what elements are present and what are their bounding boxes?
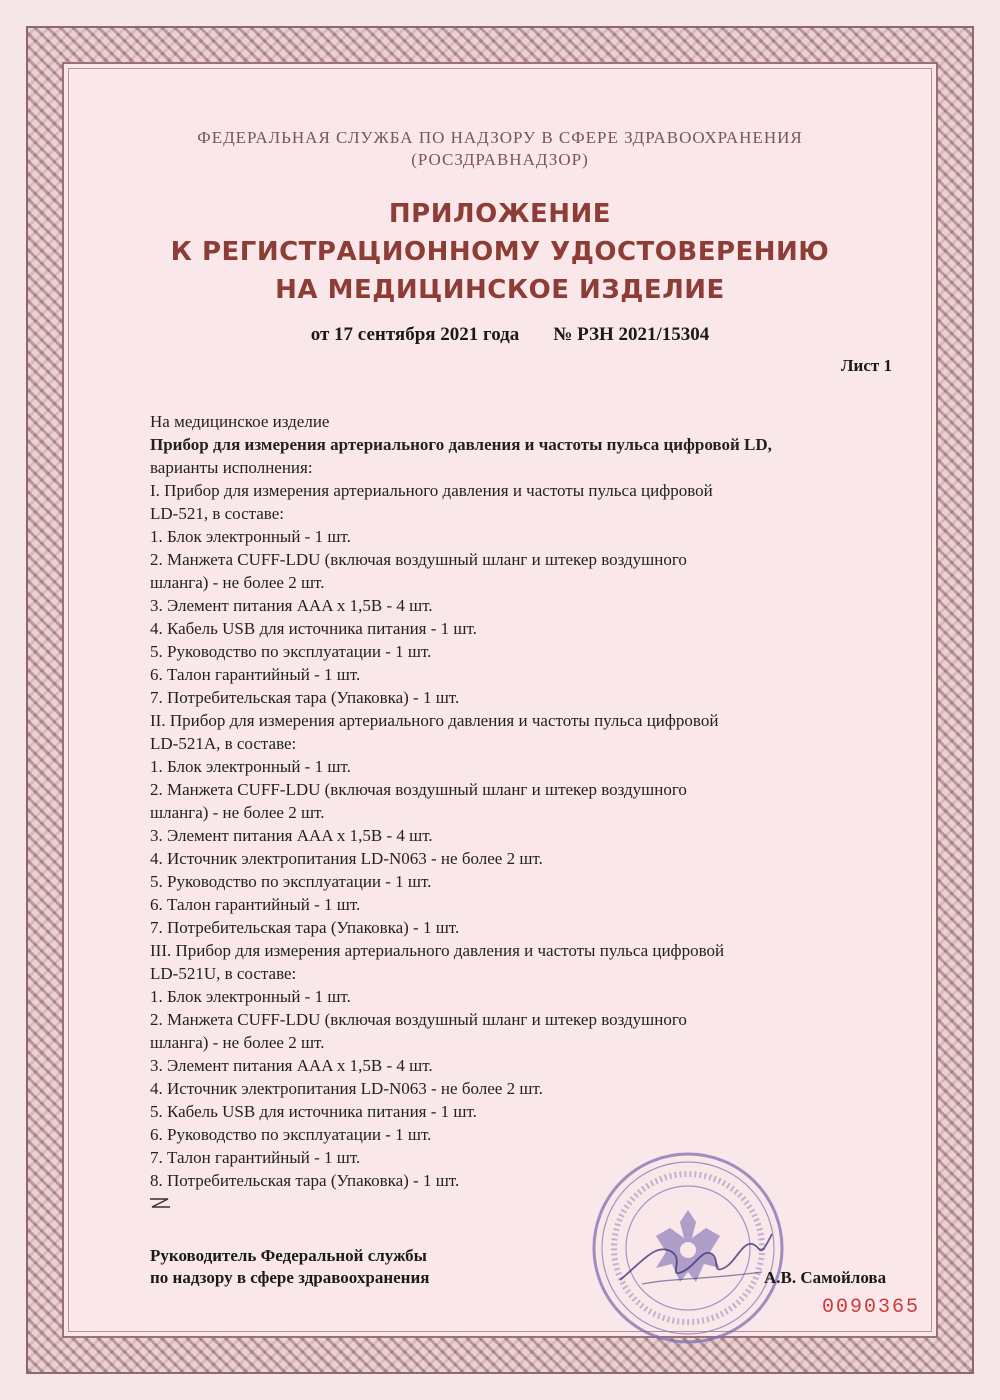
agency-name: ФЕДЕРАЛЬНАЯ СЛУЖБА ПО НАДЗОРУ В СФЕРЕ ЗДРАВООХРАНЕНИЯ [197, 128, 803, 147]
end-mark-icon [148, 1196, 172, 1210]
body-line: 7. Потребительская тара (Упаковка) - 1 шт. [150, 688, 460, 707]
body-line: 6. Талон гарантийный - 1 шт. [150, 665, 361, 684]
body-line: шланга) - не более 2 шт. [150, 803, 325, 822]
body-line: Прибор для измерения артериального давления и частоты пульса цифровой LD, [150, 435, 772, 454]
body-line: 5. Кабель USB для источника питания - 1 шт. [150, 1102, 477, 1121]
signatory-position-line1: Руководитель Федеральной службы [150, 1246, 427, 1265]
body-line: II. Прибор для измерения артериального давления и частоты пульса цифровой [150, 711, 719, 730]
body-line: 3. Элемент питания AAA x 1,5В - 4 шт. [150, 1056, 433, 1075]
body-line: 1. Блок электронный - 1 шт. [150, 757, 351, 776]
body-line: 7. Талон гарантийный - 1 шт. [150, 1148, 361, 1167]
document-title-line3: НА МЕДИЦИНСКОЕ ИЗДЕЛИЕ [275, 275, 725, 305]
handwritten-signature-icon [612, 1222, 782, 1292]
signatory-position-line2: по надзору в сфере здравоохранения [150, 1268, 430, 1287]
body-line: шланга) - не более 2 шт. [150, 1033, 325, 1052]
body-line: 5. Руководство по эксплуатации - 1 шт. [150, 642, 432, 661]
body-line: 4. Источник электропитания LD-N063 - не более 2 шт. [150, 849, 543, 868]
body-line: 2. Манжета CUFF-LDU (включая воздушный шланг и штекер воздушного [150, 780, 687, 799]
body-line: 1. Блок электронный - 1 шт. [150, 527, 351, 546]
body-line: III. Прибор для измерения артериального давления и частоты пульса цифровой [150, 941, 725, 960]
sheet-number: Лист 1 [840, 356, 892, 375]
body-line: 7. Потребительская тара (Упаковка) - 1 шт. [150, 918, 460, 937]
body-line: На медицинское изделие [150, 412, 330, 431]
agency-abbreviation: (РОСЗДРАВНАДЗОР) [411, 150, 589, 169]
registration-number: № РЗН 2021/15304 [553, 324, 710, 345]
body-line: 1. Блок электронный - 1 шт. [150, 987, 351, 1006]
registration-date: от 17 сентября 2021 года [310, 324, 520, 345]
body-line: LD-521A, в составе: [150, 734, 297, 753]
body-line: 4. Источник электропитания LD-N063 - не более 2 шт. [150, 1079, 543, 1098]
body-line: 5. Руководство по эксплуатации - 1 шт. [150, 872, 432, 891]
signatory-name: А.В. Самойлова [764, 1268, 887, 1287]
document-title-line1: ПРИЛОЖЕНИЕ [388, 199, 612, 229]
document-body [150, 410, 910, 1192]
body-line: I. Прибор для измерения артериального давления и частоты пульса цифровой [150, 481, 713, 500]
body-line: 8. Потребительская тара (Упаковка) - 1 шт. [150, 1171, 460, 1190]
body-line: 4. Кабель USB для источника питания - 1 шт. [150, 619, 477, 638]
body-line: 6. Руководство по эксплуатации - 1 шт. [150, 1125, 432, 1144]
body-line: шланга) - не более 2 шт. [150, 573, 325, 592]
signatory-position [150, 1245, 429, 1289]
body-line: LD-521, в составе: [150, 504, 284, 523]
body-line: 2. Манжета CUFF-LDU (включая воздушный шланг и штекер воздушного [150, 1010, 687, 1029]
body-line: 6. Талон гарантийный - 1 шт. [150, 895, 361, 914]
body-line: LD-521U, в составе: [150, 964, 297, 983]
registration-line [100, 324, 920, 346]
body-line: 3. Элемент питания AAA x 1,5В - 4 шт. [150, 826, 433, 845]
body-line: варианты исполнения: [150, 458, 313, 477]
body-line: 3. Элемент питания AAA x 1,5В - 4 шт. [150, 596, 433, 615]
serial-number: 0090365 [822, 1296, 921, 1319]
body-line: 2. Манжета CUFF-LDU (включая воздушный шланг и штекер воздушного [150, 550, 687, 569]
document-title-line2: К РЕГИСТРАЦИОННОМУ УДОСТОВЕРЕНИЮ [170, 237, 830, 267]
